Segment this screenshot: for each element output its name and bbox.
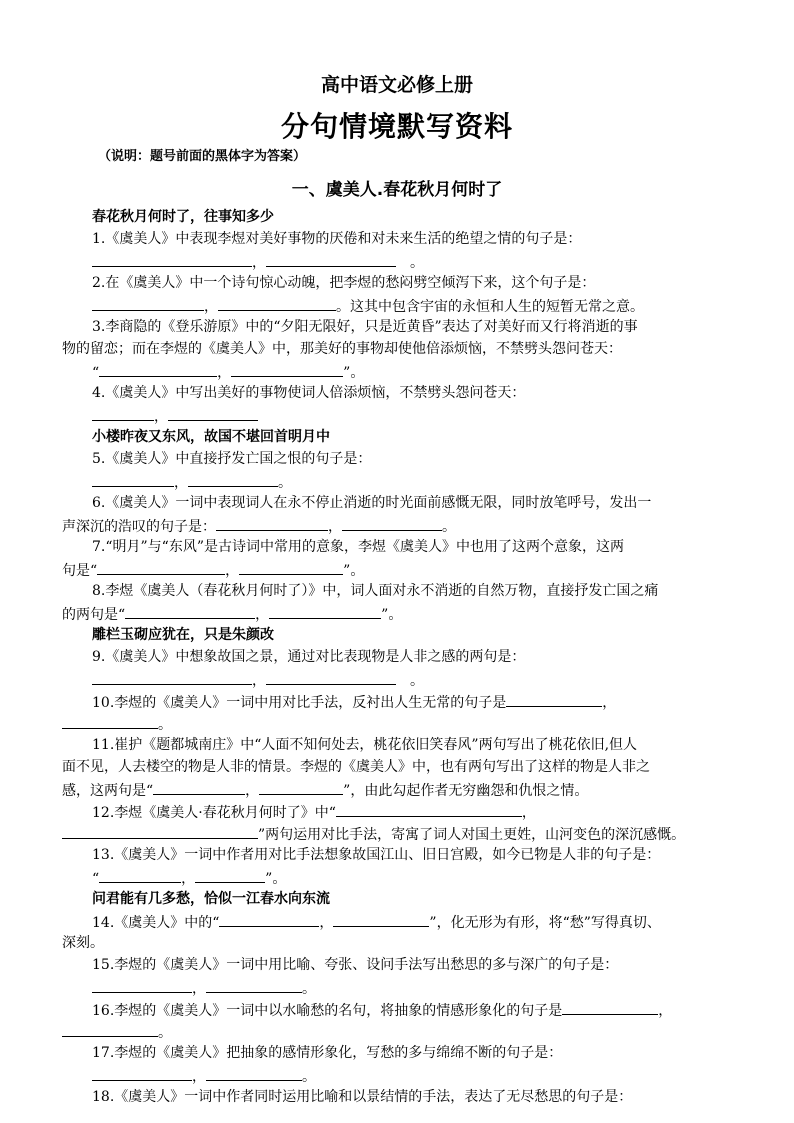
answer-blank[interactable] [92,252,252,267]
answer-line-16: 。 [62,1022,172,1042]
answer-blank[interactable] [219,912,319,927]
answer-blank[interactable] [92,978,192,993]
answer-line-13: “ ， ”。 [92,868,286,888]
question-12-line-b: ”两句运用对比手法，寄寓了词人对国土更姓，山河变色的深沉感慨。 [62,824,685,844]
question-18: 18.《虞美人》一词中作者同时运用比喻和以景结情的手法，表达了无尽愁思的句子是： [92,1089,633,1105]
answer-blank[interactable] [62,1022,158,1037]
answer-line-1: ， 。 [92,252,424,272]
answer-line-4: ， [92,406,258,426]
answer-line-9: ， 。 [92,670,424,690]
answer-line-15: ， 。 [92,978,316,998]
answer-blank[interactable] [92,472,174,487]
answer-blank[interactable] [92,670,252,685]
question-11-line-b: 面不见，人去楼空的物是人非的情景。李煜的《虞美人》中，也有两句写出了这样的物是人非之 [62,759,650,775]
document-subtitle: 分句情境默写资料 [280,110,513,143]
answer-blank[interactable] [562,1000,658,1015]
question-16: 16.李煜的《虞美人》一词中以水喻愁的名句，将抽象的情感形象化的句子是 ， [92,1000,672,1020]
answer-blank[interactable] [269,604,381,619]
question-6-line-a: 6.《虞美人》一词中表现词人在永不停止消逝的时光面前感慨无限，同时放笔呼号，发出一 [92,495,652,511]
answer-blank[interactable] [62,824,258,839]
answer-blank[interactable] [206,978,302,993]
question-17: 17.李煜的《虞美人》把抽象的感情形象化，写愁的多与绵绵不断的句子是： [92,1045,563,1061]
answer-blank[interactable] [336,802,522,817]
question-7-line-b: 句是“ ， ”。 [62,560,364,580]
question-11-line-a: 11.崔护《题都城南庄》中“人面不知何处去，桃花依旧笑春风”两句写出了桃花依旧,但人 [92,737,638,753]
question-3-line-a: 3.李商隐的《登乐游原》中的“夕阳无限好，只是近黄昏”表达了对美好而又行将消逝的事 [92,319,638,335]
question-8-line-a: 8.李煜《虞美人（春花秋月何时了）》中，词人面对永不消逝的自然万物，直接抒发亡国之痛 [92,583,659,599]
answer-blank[interactable] [266,252,396,267]
answer-blank[interactable] [99,362,217,377]
answer-blank[interactable] [266,670,396,685]
answer-blank[interactable] [342,516,442,531]
section-heading: 一、虞美人.春花秋月何时了 [291,180,503,200]
question-6-line-b: 声深沉的浩叹的句子是： ， 。 [62,516,456,536]
answer-blank[interactable] [195,868,265,883]
answer-blank[interactable] [92,1066,192,1081]
answer-line-2: ， 。这其中包含宇宙的永恒和人生的短暂无常之意。 [92,296,644,316]
answer-heading-4: 问君能有几多愁，恰似一江春水向东流 [92,891,330,907]
question-10: 10.李煜的《虞美人》一词中用对比手法，反衬出人生无常的句子是 ， [92,692,616,712]
answer-blank[interactable] [99,868,181,883]
question-8-line-b: 的两句是“ ， ”。 [62,604,402,624]
answer-blank[interactable] [168,406,258,421]
question-3-line-b: 物的留恋；而在李煜的《虞美人》中，那美好的事物却使他倍添烦恼，不禁劈头怨问苍天： [62,341,622,357]
answer-blank[interactable] [153,780,245,795]
question-15: 15.李煜的《虞美人》一词中用比喻、夸张、设问手法写出愁思的多与深广的句子是： [92,957,619,973]
answer-blank[interactable] [218,296,336,311]
instruction-note: （说明：题号前面的黑体字为答案） [98,149,307,164]
answer-blank[interactable] [259,780,343,795]
answer-blank[interactable] [188,472,278,487]
question-2: 2.在《虞美人》中一个诗句惊心动魄，把李煜的愁闷劈空倾泻下来，这个句子是： [92,275,596,291]
answer-blank[interactable] [206,1066,302,1081]
answer-blank[interactable] [92,406,154,421]
question-11-line-c: 感，这两句是“ ， ”，由此勾起作者无穷幽怨和仇恨之情。 [62,780,588,800]
answer-line-5: ， 。 [92,472,292,492]
question-14-line-b: 深刻。 [62,935,104,951]
answer-blank[interactable] [125,604,255,619]
question-7-line-a: 7.“明月”与“东风”是古诗词中常用的意象，李煜《虞美人》中也用了这两个意象，这两 [92,539,624,555]
question-14-line-a: 14.《虞美人》中的“ ， ”，化无形为有形，将“愁”写得真切、 [92,912,661,932]
answer-heading-3: 雕栏玉砌应犹在，只是朱颜改 [92,627,274,643]
answer-blank[interactable] [92,296,204,311]
answer-blank[interactable] [239,560,343,575]
question-5: 5.《虞美人》中直接抒发亡国之恨的句子是： [92,451,372,467]
answer-line-3: “ ， ”。 [92,362,364,382]
answer-blank[interactable] [62,714,158,729]
answer-blank[interactable] [216,516,328,531]
question-9: 9.《虞美人》中想象故国之景，通过对比表现物是人非之感的两句是： [92,649,526,665]
question-4: 4.《虞美人》中写出美好的事物使词人倍添烦恼，不禁劈头怨问苍天： [92,385,526,401]
answer-line-17: ， 。 [92,1066,316,1086]
answer-heading-1: 春花秋月何时了，往事知多少 [92,209,274,225]
answer-blank[interactable] [231,362,343,377]
answer-blank[interactable] [506,692,602,707]
answer-line-10: 。 [62,714,172,734]
answer-heading-2: 小楼昨夜又东风，故国不堪回首明月中 [92,429,330,445]
question-12-line-a: 12.李煜《虞美人·春花秋月何时了》中“ ， [92,802,536,822]
question-13: 13.《虞美人》一词中作者用对比手法想象故国江山、旧日宫殿，如今已物是人非的句子是： [92,847,661,863]
document-title: 高中语文必修上册 [320,74,473,96]
answer-blank[interactable] [97,560,225,575]
question-1: 1.《虞美人》中表现李煜对美好事物的厌倦和对未来生活的绝望之情的句子是： [92,231,582,247]
answer-blank[interactable] [333,912,429,927]
